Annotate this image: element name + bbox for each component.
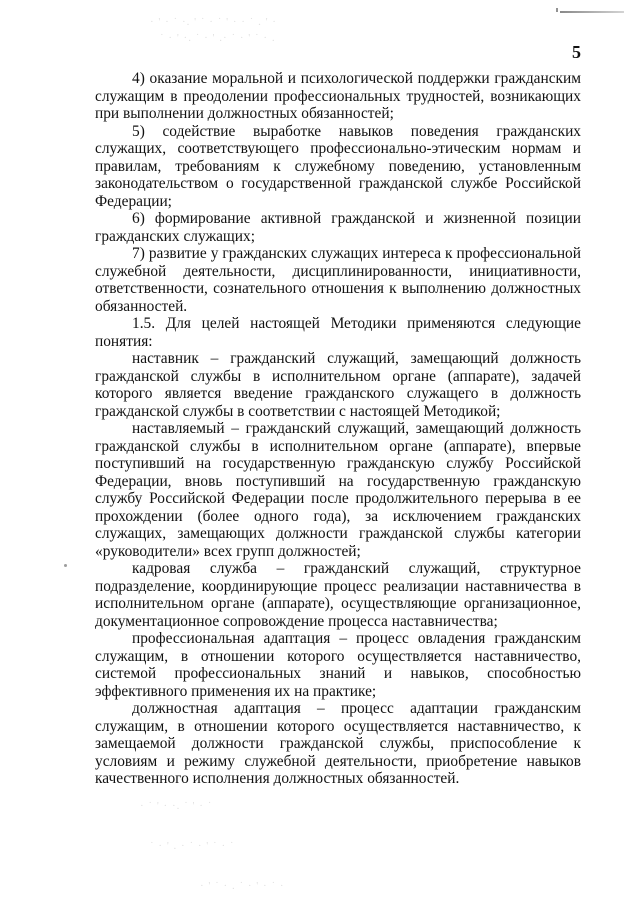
definition-paragraph: наставляемый – гражданский служащий, замещающий должность гражданской службы в исполнительном органе (аппарате), впервые поступивший на государственную гражданскую службу Российской Федерации, вновь поступивший на государственную гражданскую службу Российской Федерации после продолжительного перерыва в ее прохождении (более одного года), за исключением гражданских служащих, замещающих должности гражданской службы категории «руководители» всех групп должностей; — [95, 420, 581, 560]
paragraph: 6) формирование активной гражданской и жизненной позиции гражданских служащих; — [95, 210, 581, 245]
scan-speck — [64, 564, 67, 567]
definition-paragraph: наставник – гражданский служащий, замещающий должность гражданской службы в исполнительном органе (аппарате), задачей которого является введение гражданского служащего в должность гражданской службы в соответствии с настоящей Методикой; — [95, 350, 581, 420]
scan-mark — [556, 8, 558, 12]
paragraph: 1.5. Для целей настоящей Методики применяются следующие понятия: — [95, 315, 581, 350]
definition-paragraph: должностная адаптация – процесс адаптации гражданским служащим, в отношении которого осуществляется наставничество, к замещаемой должности гражданской службы, приспособление к условиям и режиму служебной деятельности, приобретение навыков качественного исполнения должностных обязанностей. — [95, 700, 581, 787]
body-text — [95, 70, 581, 788]
definition-paragraph: кадровая служба – гражданский служащий, структурное подразделение, координирующие процесс реализации наставничества в исполнительном органе (аппарате), осуществляющие организационное, документационное сопровождение процесса наставничества; — [95, 560, 581, 630]
page-number: 5 — [572, 42, 581, 62]
bleed-through-noise: · ˙ ' · ·. ˙ ' · ˙ — [140, 800, 213, 812]
paragraph: 7) развитие у гражданских служащих интереса к профессиональной служебной деятельности, дисциплинированности, инициативности, ответственности, сознательного отношения к выполнению должностных обязанностей. — [95, 245, 581, 315]
definition-paragraph: профессиональная адаптация – процесс овладения гражданским служащим, в отношении которого осуществляется наставничество, системой профессиональных знаний и навыков, способностью эффективного применения их на практике; — [95, 630, 581, 700]
paragraph: 4) оказание моральной и психологической поддержки гражданским служащим в преодолении профессиональных трудностей, возникающих при выполнении должностных обязанностей; — [95, 70, 581, 122]
bleed-through-noise: ˙ · ' . · ˙ · ' ˙ · ˙ — [150, 840, 235, 852]
scan-line — [560, 11, 624, 13]
bleed-through-noise: · ' · ˙ ·. ' ˙ · ˙ ' · · ˙ . ' · — [150, 16, 277, 28]
bleed-through-noise: ˙ · ' ·. ˙ · ' .· ˙ · ' ˙ · . — [160, 32, 276, 44]
bleed-through-noise: · ' ˙ · . ˙ · ' · ˙ · — [200, 880, 285, 892]
paragraph: 5) содействие выработке навыков поведения гражданских служащих, соответствующего профессионально-этическим нормам и правилам, требованиям к служебному поведению, установленным законодательством о государственной гражданской службе Российской Федерации; — [95, 122, 581, 210]
